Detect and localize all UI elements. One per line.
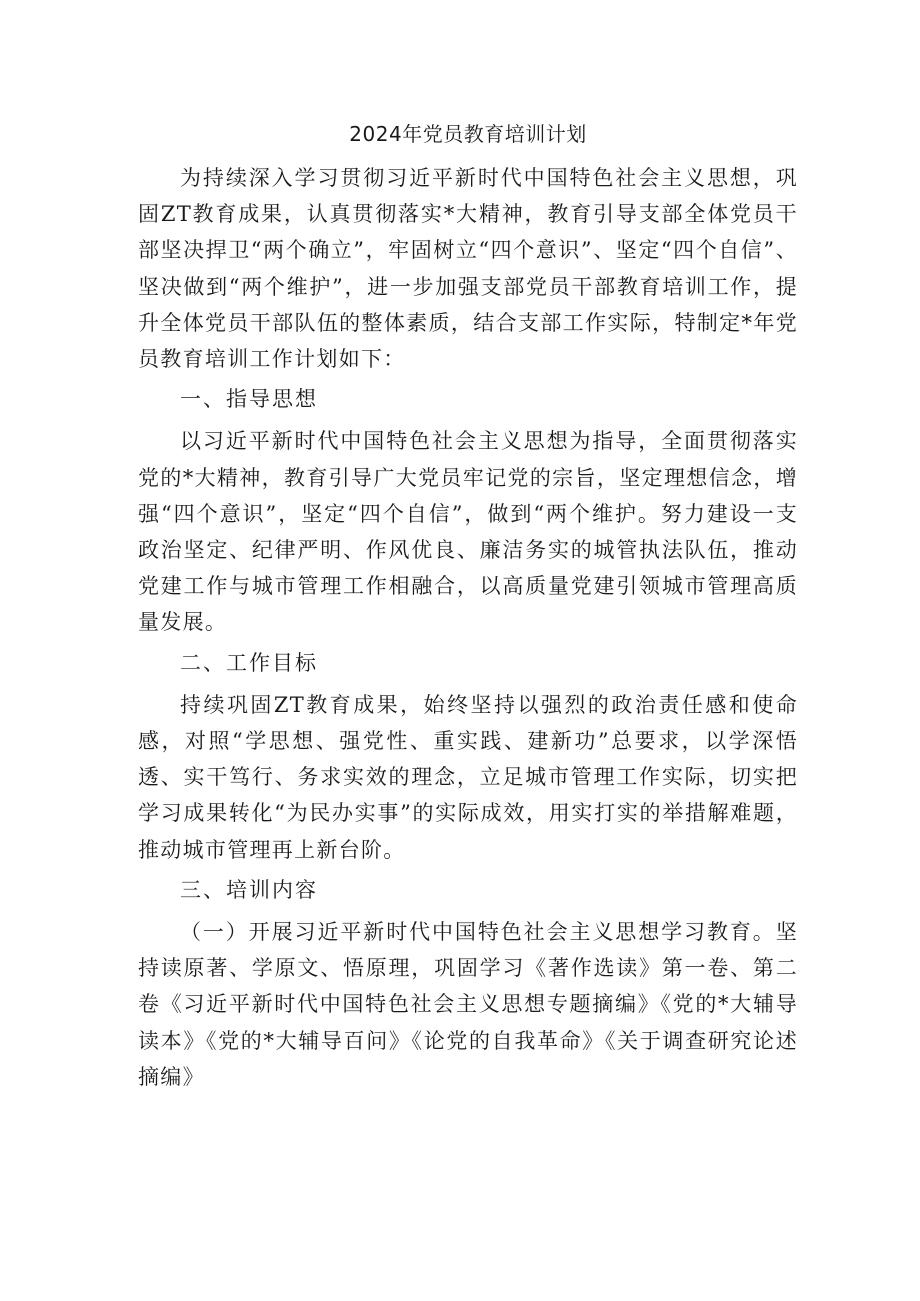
document-page bbox=[138, 118, 798, 1095]
section-heading-work-goals: 二、工作目标 bbox=[180, 650, 318, 675]
work-goals-paragraph: 持续巩固ZT教育成果，始终坚持以强烈的政治责任感和使命感，对照“学思想、强党性、重实践、建新功”总要求，以学深悟透、实干笃行、务求实效的理念，立足城市管理工作实际，切实把学习成果转化“为民办实事”的实际成效，用实打实的举措解难题，推动城市管理再上新台阶。 bbox=[138, 692, 798, 862]
section-heading-guiding-thought: 一、指导思想 bbox=[180, 387, 318, 412]
intro-paragraph: 为持续深入学习贯彻习近平新时代中国特色社会主义思想，巩固ZT教育成果，认真贯彻落实*大精神，教育引导支部全体党员干部坚决捍卫“两个确立”，牢固树立“四个意识”、坚定“四个自信”、坚决做到“两个维护”，进一步加强支部党员干部教育培训工作，提升全体党员干部队伍的整体素质，结合支部工作实际，特制定*年党员教育培训工作计划如下： bbox=[138, 166, 798, 372]
document-title: 2024年党员教育培训计划 bbox=[349, 122, 587, 146]
section-heading-training-content: 三、培训内容 bbox=[180, 877, 318, 902]
guiding-thought-paragraph: 以习近平新时代中国特色社会主义思想为指导，全面贯彻落实党的*大精神，教育引导广大党员牢记党的宗旨，坚定理想信念，增强“四个意识”，坚定“四个自信”，做到“两个维护。努力建设一支政治坚定、纪律严明、作风优良、廉洁务实的城管执法队伍，推动党建工作与城市管理工作相融合，以高质量党建引领城市管理高质量发展。 bbox=[138, 429, 798, 635]
training-content-item-1: （一）开展习近平新时代中国特色社会主义思想学习教育。坚持读原著、学原文、悟原理，巩固学习《著作选读》第一卷、第二卷《习近平新时代中国特色社会主义思想专题摘编》《党的*大辅导读本》《党的*大辅导百问》《论党的自我革命》《关于调查研究论述摘编》 bbox=[138, 920, 798, 1089]
